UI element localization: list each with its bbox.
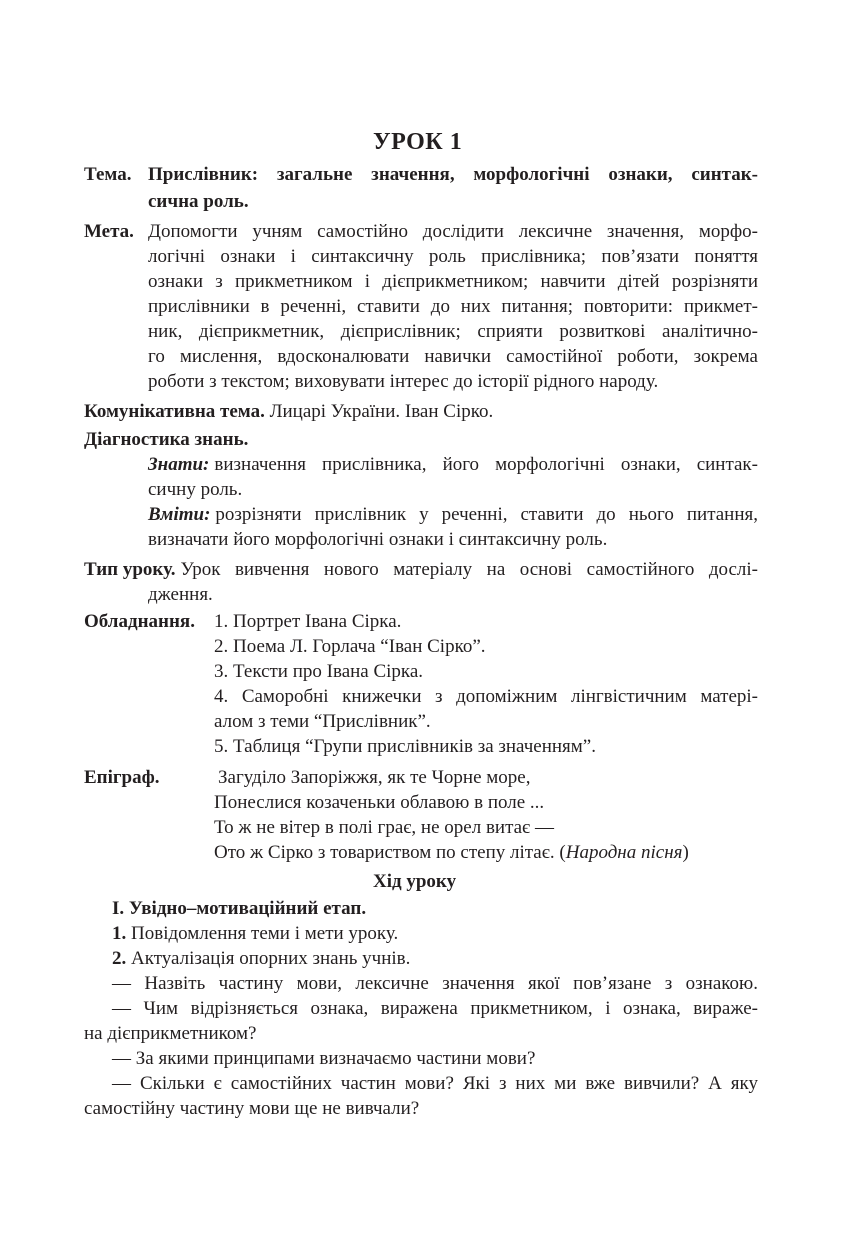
goal-label: Мета. (84, 221, 134, 242)
goal-line: ник, дієприкметник, дієприслівник; сприяти розвиткові аналітично- (148, 321, 758, 342)
theme-line: Прислівник: загальне значення, морфологічні ознаки, синтак- (148, 164, 758, 185)
equipment-item: 3. Тексти про Івана Сірка. (214, 661, 424, 682)
item-number: 2. (112, 948, 127, 969)
lesson-type-text: Урок вивчення нового матеріалу на основі самостійного дослі- (180, 559, 758, 580)
question-line: — Назвіть частину мови, лексичне значення якої пов’язане з ознакою. (112, 973, 758, 994)
can-line (148, 503, 758, 527)
equipment-item: алом з теми “Прислівник”. (214, 711, 431, 732)
stage-heading: I. Увідно–мотиваційний етап. (112, 898, 367, 919)
question-line: самостійну частину мови ще не вивчали? (84, 1098, 420, 1119)
theme-label: Тема. (84, 164, 132, 185)
item-text: Актуалізація опорних знань учнів. (131, 948, 411, 969)
epigraph-last-text: Ото ж Сірко з товариством по степу літає. ( (214, 842, 566, 863)
communicative-label: Комунікативна тема. (84, 401, 265, 422)
course-item (112, 947, 410, 971)
epigraph-label: Епіграф. (84, 767, 160, 788)
can-line: визначати його морфологічні ознаки і синтаксичну роль. (148, 529, 608, 550)
equipment-item: 1. Портрет Івана Сірка. (214, 611, 402, 632)
lesson-title: УРОК 1 (373, 129, 463, 155)
epigraph-line: Понеслися козаченьки облавою в поле ... (214, 792, 545, 813)
can-text: розрізняти прислівник у реченні, ставити до нього питання, (215, 504, 758, 525)
question-line: на дієприкметником? (84, 1023, 257, 1044)
communicative-theme (84, 400, 493, 424)
item-number: 1. (112, 923, 127, 944)
can-label: Вміти: (148, 504, 211, 525)
communicative-text: Лицарі України. Іван Сірко. (269, 401, 494, 422)
goal-line: прислівники в реченні, ставити до них питання; повторити: прикмет- (148, 296, 758, 317)
know-label: Знати: (148, 454, 210, 475)
epigraph-source: Народна пісня (565, 842, 683, 863)
epigraph-source-close: ) (682, 842, 689, 863)
question-line: — Скільки є самостійних частин мови? Які з них ми вже вивчили? А яку (112, 1073, 758, 1094)
goal-line: Допомогти учням самостійно дослідити лексичне значення, морфо- (148, 221, 758, 242)
item-text: Повідомлення теми і мети уроку. (131, 923, 399, 944)
goal-line: ознаки з прикметником і дієприкметником; навчити дітей розрізняти (148, 271, 758, 292)
epigraph-line (214, 841, 689, 865)
goal-line: логічні ознаки і синтаксичну роль прислівника; пов’язати поняття (148, 246, 758, 267)
course-item (112, 922, 398, 946)
equipment-item: 5. Таблиця “Групи прислівників за значенням”. (214, 736, 596, 757)
goal-line: го мислення, вдосконалювати навички самостійної роботи, зокрема (148, 346, 758, 367)
know-line: сичну роль. (148, 479, 243, 500)
question-line: — Чим відрізняється ознака, виражена прикметником, і ознака, вираже- (112, 998, 758, 1019)
equipment-item: 2. Поема Л. Горлача “Іван Сірко”. (214, 636, 486, 657)
equipment-item: 4. Саморобні книжечки з допоміжним лінгвістичним матері- (214, 686, 758, 707)
know-line (148, 453, 758, 477)
diagnostics-label: Діагностика знань. (84, 429, 249, 450)
goal-line: роботи з текстом; виховувати інтерес до історії рідного народу. (148, 371, 659, 392)
know-text: визначення прислівника, його морфологічні ознаки, синтак- (214, 454, 758, 475)
question-line: — За якими принципами визначаємо частини мови? (112, 1048, 536, 1069)
epigraph-line: Загуділо Запоріжжя, як те Чорне море, (218, 767, 531, 788)
epigraph-line: То ж не вітер в полі грає, не орел витає — (214, 817, 554, 838)
theme-line: сична роль. (148, 191, 249, 212)
lesson-type-label: Тип уроку. (84, 559, 176, 580)
course-heading: Хід уроку (373, 871, 457, 892)
lesson-type-line: дження. (148, 584, 213, 605)
equipment-label: Обладнання. (84, 611, 195, 632)
lesson-type-line (84, 558, 758, 582)
